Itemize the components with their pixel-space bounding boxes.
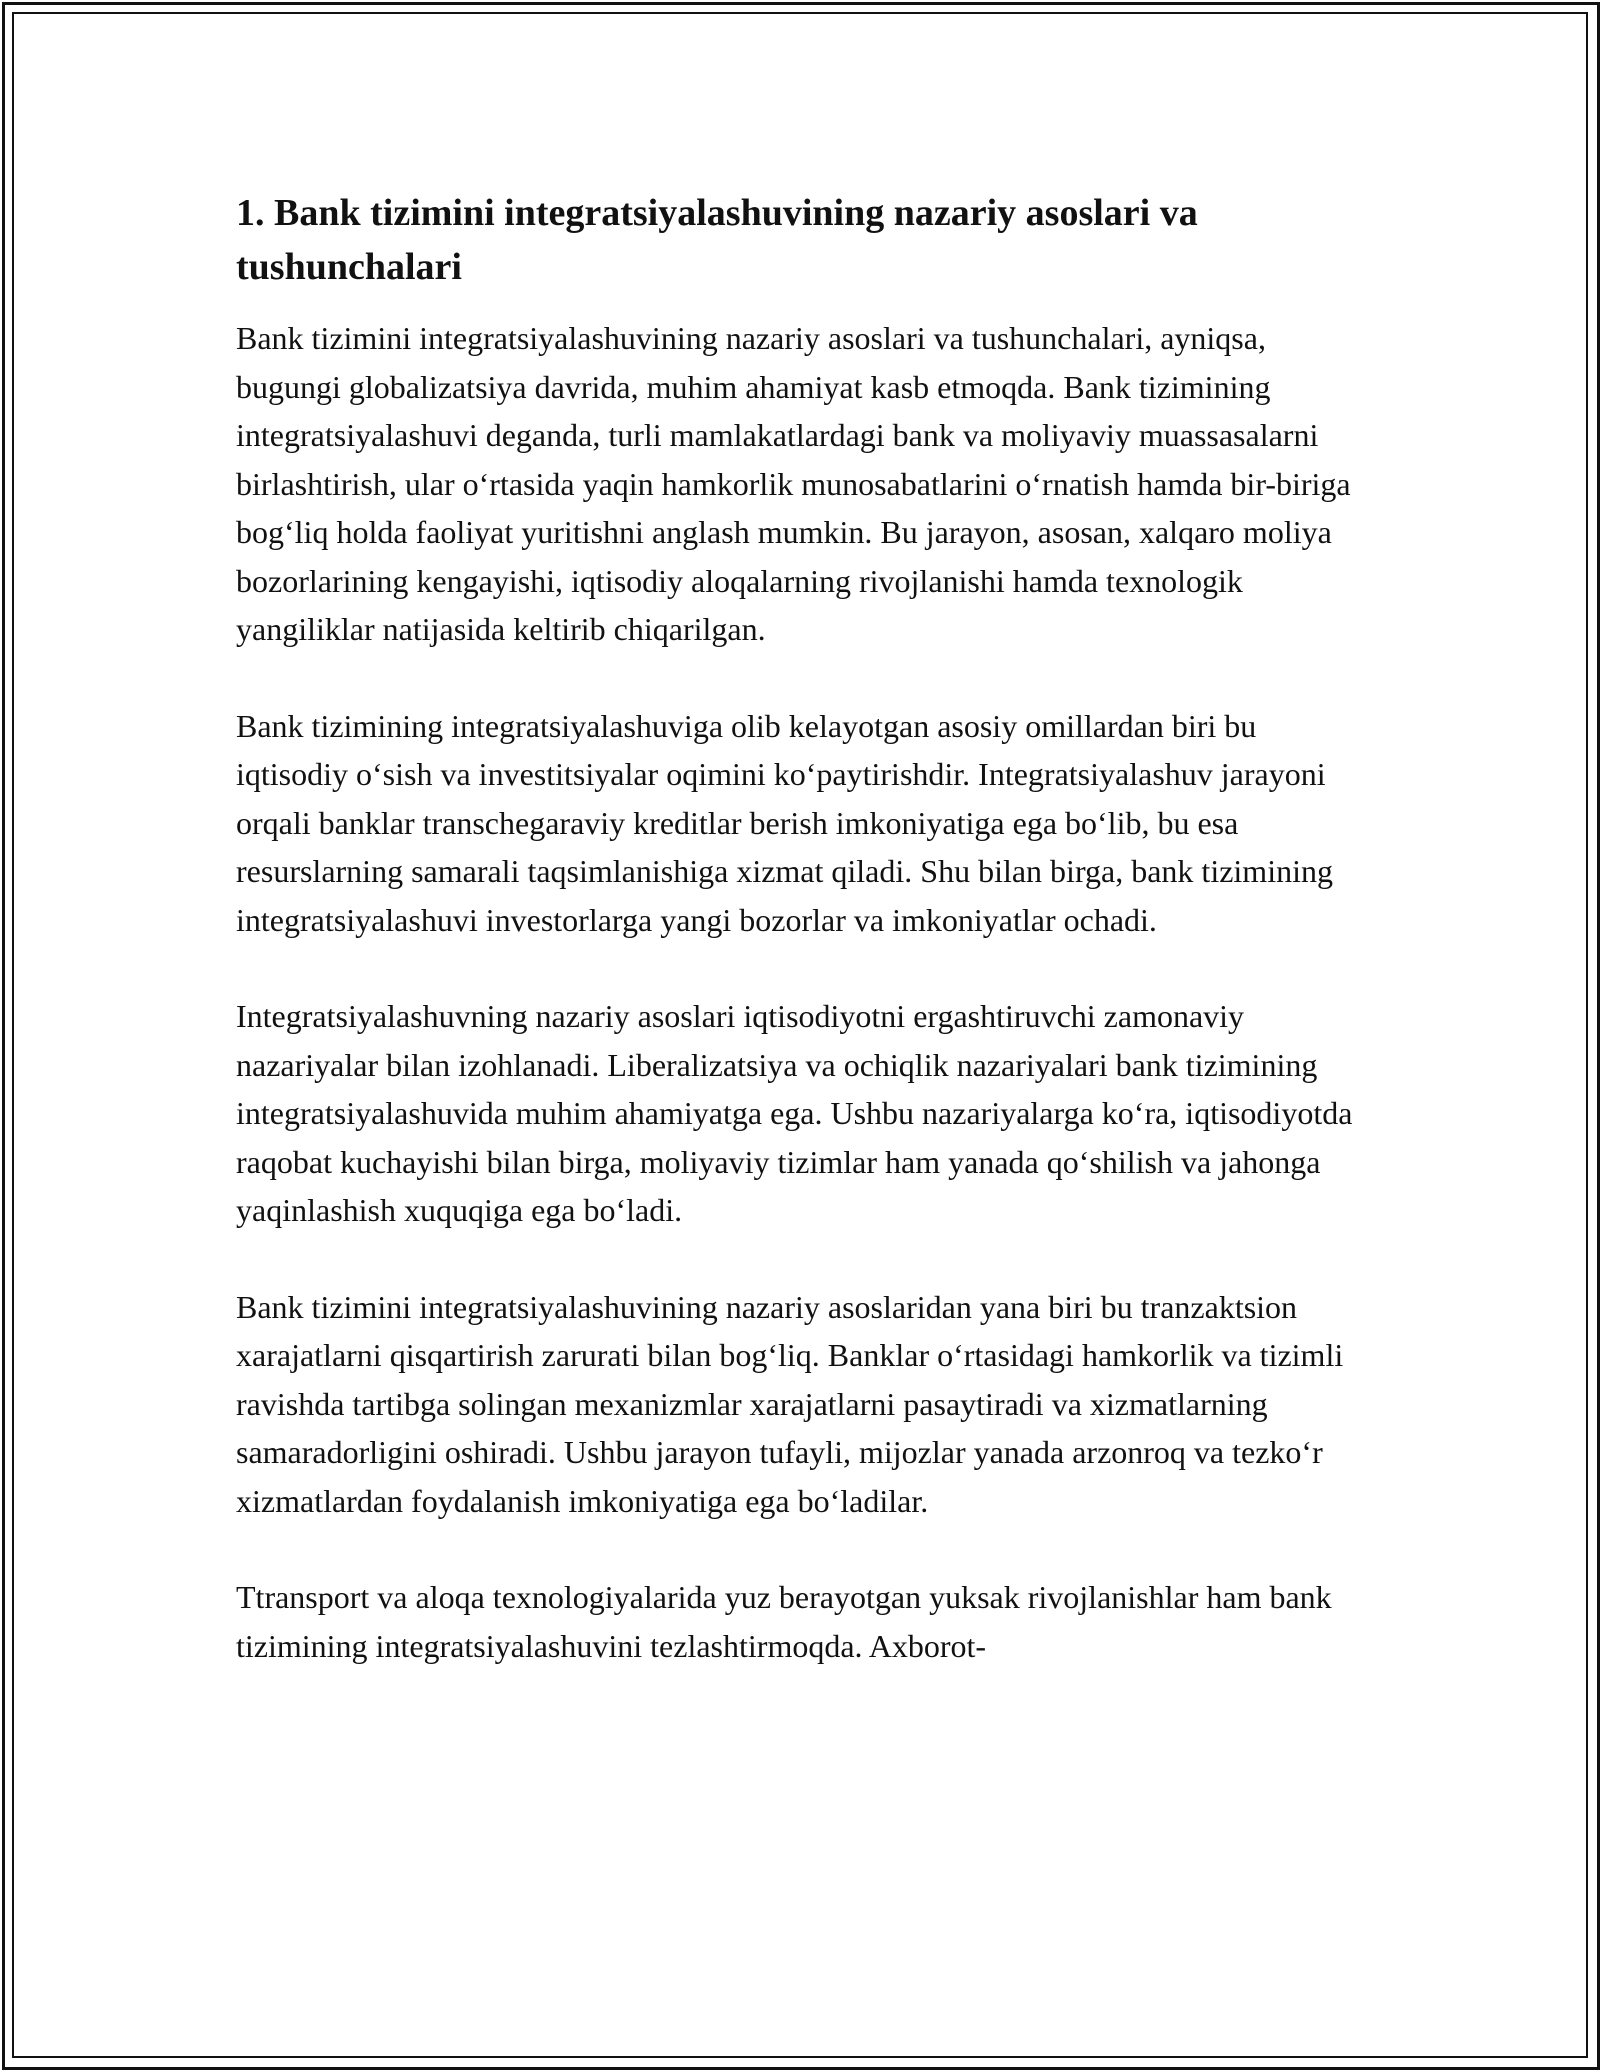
paragraph-3: Integratsiyalashuvning nazariy asoslari iqtisodiyotni ergashtiruvchi zamonaviy nazariyalar bilan izohlanadi. Liberalizatsiya va ochiqlik nazariyalari bank tizimining integratsiyalashuvida muhim ahamiyatga ega. Ushbu nazariyalarga ko‘ra, iqtisodiyotda raqobat kuchayishi bilan birga, moliyaviy tizimlar ham yanada qo‘shilish va jahonga yaqinlashish xuquqiga ega bo‘ladi. <box>236 998 1353 1228</box>
section-heading: 1. Bank tizimini integratsiyalashuvining nazariy asoslari va tushunchalari <box>236 192 1198 288</box>
paragraph-2: Bank tizimining integratsiyalashuviga olib kelayotgan asosiy omillardan biri bu iqtisodiy o‘sish va investitsiyalar oqimini ko‘paytirishdir. Integratsiyalashuv jarayoni orqali banklar transchegaraviy kreditlar berish imkoniyatiga ega bo‘lib, bu esa resurslarning samarali taqsimlanishiga xizmat qiladi. Shu bilan birga, bank tizimining integratsiyalashuvi investorlarga yangi bozorlar va imkoniyatlar ochadi. <box>236 707 1333 938</box>
paragraph-1: Bank tizimini integratsiyalashuvining nazariy asoslari va tushunchalari, ayniqsa, bugungi globalizatsiya davrida, muhim ahamiyat kasb etmoqda. Bank tizimining integratsiyalashuvi deganda, turli mamlakatlardagi bank va moliyaviy muassasalarni birlashtirish, ular o‘rtasida yaqin hamkorlik munosabatlarini o‘rnatish hamda bir-biriga bog‘liq holda faoliyat yuritishni anglash mumkin. Bu jarayon, asosan, xalqaro moliya bozorlarining kengayishi, iqtisodiy aloqalarning rivojlanishi hamda texnologik yangiliklar natijasida keltirib chiqarilgan. <box>236 320 1351 647</box>
paragraph-4: Bank tizimini integratsiyalashuvining nazariy asoslaridan yana biri bu tranzaktsion xarajatlarni qisqartirish zarurati bilan bog‘liq. Banklar o‘rtasidagi hamkorlik va tizimli ravishda tartibga solingan mexanizmlar xarajatlarni pasaytiradi va xizmatlarning samaradorligini oshiradi. Ushbu jarayon tufayli, mijozlar yanada arzonroq va tezko‘r xizmatlardan foydalanish imkoniyatiga ega bo‘ladilar. <box>236 1288 1344 1519</box>
document-content <box>236 186 1366 1718</box>
paragraph-5: Ttransport va aloqa texnologiyalarida yuz berayotgan yuksak rivojlanishlar ham bank tizimining integratsiyalashuvini tezlashtirmoqda. Axborot- <box>236 1579 1332 1664</box>
